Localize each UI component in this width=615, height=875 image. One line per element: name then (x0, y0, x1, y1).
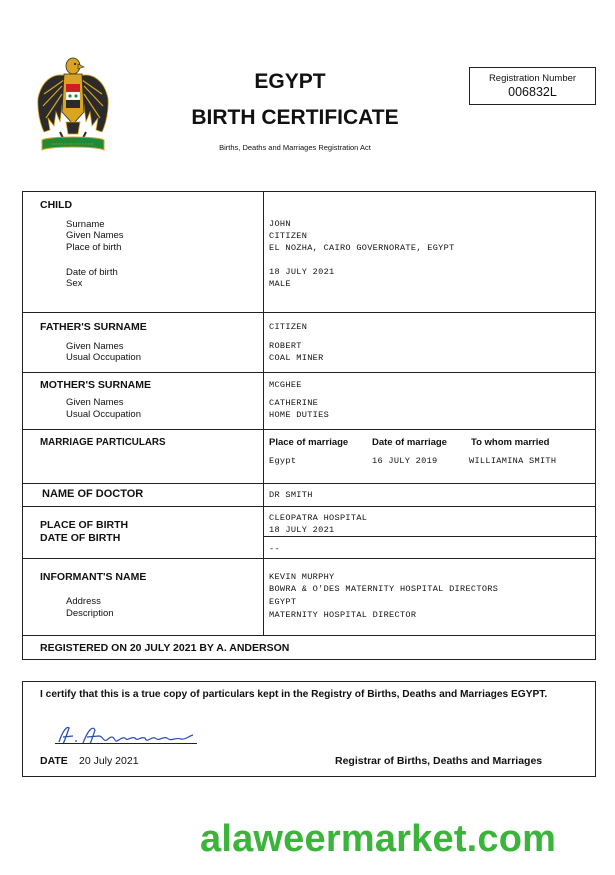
registered-line: REGISTERED ON 20 JULY 2021 BY A. ANDERSON (40, 642, 290, 654)
child-place-of-birth-label: Place of birth (66, 242, 122, 253)
row-divider (23, 558, 595, 559)
marriage-place-label: Place of marriage (269, 437, 349, 448)
registration-number-box (469, 67, 596, 105)
informant-address-line1: BOWRA & O'DES MATERNITY HOSPITAL DIRECTORS (269, 584, 499, 594)
mother-heading: MOTHER'S SURNAME (40, 379, 151, 391)
mother-surname: MCGHEE (269, 380, 302, 390)
birth-hospital: CLEOPATRA HOSPITAL (269, 513, 368, 523)
informant-address-line2: EGYPT (269, 597, 297, 607)
marriage-date-label: Date of marriage (372, 437, 447, 448)
particulars-table (22, 191, 596, 660)
doctor-heading: NAME OF DOCTOR (42, 488, 144, 500)
certification-date: 20 July 2021 (79, 755, 139, 767)
registrar-title: Registrar of Births, Deaths and Marriages (335, 755, 543, 767)
row-divider (23, 429, 595, 430)
father-occupation-label: Usual Occupation (66, 352, 141, 363)
child-place-of-birth: EL NOZHA, CAIRO GOVERNORATE, EGYPT (269, 243, 455, 253)
certification-date-label: DATE (40, 755, 68, 767)
father-given-names-label: Given Names (66, 341, 124, 352)
row-divider (23, 635, 595, 636)
date-of-birth-heading: DATE OF BIRTH (40, 532, 121, 544)
document-country: EGYPT (254, 70, 326, 93)
child-given-names: CITIZEN (269, 231, 308, 241)
document-title: BIRTH CERTIFICATE (191, 106, 399, 129)
marriage-date: 16 JULY 2019 (372, 456, 438, 466)
mother-given-names: CATHERINE (269, 398, 319, 408)
place-of-birth-heading: PLACE OF BIRTH (40, 519, 129, 531)
mother-occupation: HOME DUTIES (269, 410, 330, 420)
row-divider (23, 483, 595, 484)
child-given-names-label: Given Names (66, 230, 124, 241)
child-surname: JOHN (269, 219, 291, 229)
row-divider (23, 372, 595, 373)
child-heading: CHILD (40, 199, 73, 211)
row-divider (23, 312, 595, 313)
column-divider (263, 192, 264, 636)
birth-date: 18 JULY 2021 (269, 525, 335, 535)
father-occupation: COAL MINER (269, 353, 324, 363)
child-date-of-birth: 18 JULY 2021 (269, 267, 335, 277)
marriage-whom-label: To whom married (471, 437, 550, 448)
child-sex-label: Sex (66, 278, 83, 289)
father-heading: FATHER'S SURNAME (40, 321, 147, 333)
mother-occupation-label: Usual Occupation (66, 409, 141, 420)
father-surname: CITIZEN (269, 322, 308, 332)
child-sex: MALE (269, 279, 291, 289)
marriage-whom: WILLIAMINA SMITH (469, 456, 557, 466)
informant-description-label: Description (66, 608, 114, 619)
registration-act: Births, Deaths and Marriages Registration Act (219, 143, 371, 152)
row-divider (23, 506, 595, 507)
marriage-place: Egypt (269, 456, 297, 466)
child-surname-label: Surname (66, 219, 105, 230)
registration-number: 006832L (508, 85, 557, 99)
registrar-signature (53, 722, 198, 748)
mother-given-names-label: Given Names (66, 397, 124, 408)
certification-text: I certify that this is a true copy of particulars kept in the Registry of Births, Deaths and Marriages EGYPT. (40, 689, 548, 700)
certification-box (22, 681, 596, 777)
egypt-eagle-emblem (34, 54, 112, 158)
informant-description: MATERNITY HOSPITAL DIRECTOR (269, 610, 417, 620)
birth-extra: -- (269, 544, 280, 554)
signature-line (55, 743, 197, 744)
informant-heading: INFORMANT'S NAME (40, 571, 147, 583)
child-date-of-birth-label: Date of birth (66, 267, 118, 278)
father-given-names: ROBERT (269, 341, 302, 351)
informant-name: KEVIN MURPHY (269, 572, 335, 582)
doctor-name: DR SMITH (269, 490, 313, 500)
registration-number-label: Registration Number (488, 73, 577, 84)
watermark-text: alaweermarket.com (200, 818, 557, 860)
marriage-heading: MARRIAGE PARTICULARS (40, 437, 166, 448)
informant-address-label: Address (66, 596, 101, 607)
